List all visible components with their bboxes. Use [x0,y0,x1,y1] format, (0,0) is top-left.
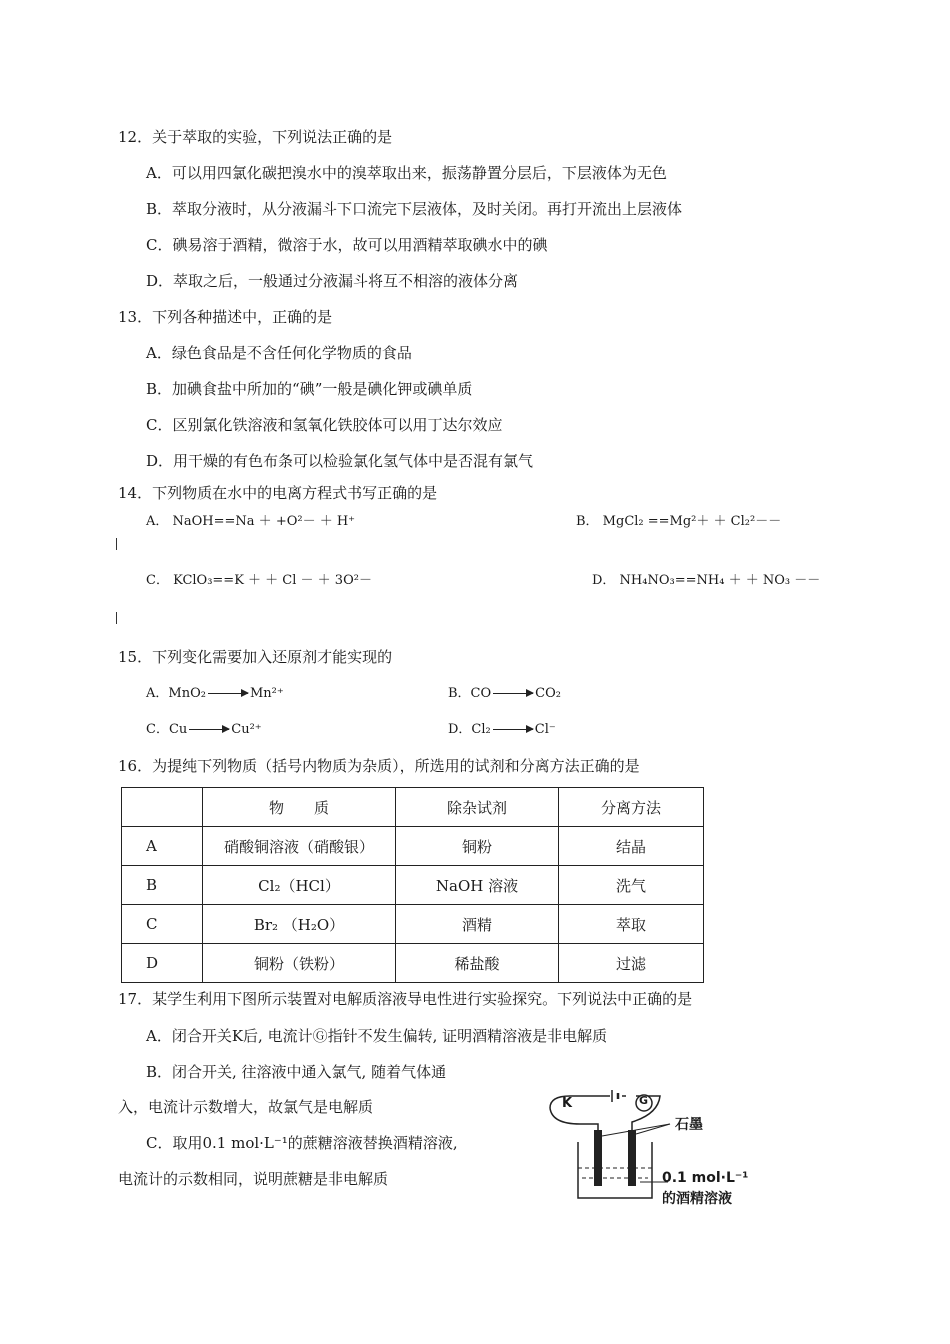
q14-option-c: C． KClO₃==K ＋ ＋ Cl － ＋ 3O²－ [146,573,372,588]
q12-option-a: A．可以用四氯化碳把溴水中的溴萃取出来，振荡静置分层后，下层液体为无色 [146,164,667,182]
table-cell: 铜粉（铁粉） [203,944,396,983]
q14-option-a: A． NaOH==Na ＋ +O²－ ＋ H⁺ [146,514,356,529]
conductivity-apparatus-figure [540,1090,760,1210]
q13-option-a: A．绿色食品是不含任何化学物质的食品 [146,344,412,362]
table-cell: 硝酸铜溶液（硝酸银） [203,827,396,866]
q17-stem: 17．某学生利用下图所示装置对电解质溶液导电性进行实验探究。下列说法中正确的是 [118,990,693,1008]
table-header-cell [122,788,203,827]
q16-stem: 16．为提纯下列物质（括号内物质为杂质），所选用的试剂和分离方法正确的是 [118,757,640,775]
table-cell: Br₂ （H₂O） [203,905,396,944]
q15-option-b [448,684,561,704]
table-cell: D [122,944,203,983]
q15-stem: 15．下列变化需要加入还原剂才能实现的 [118,648,393,666]
table-row [122,905,704,944]
table-cell: NaOH 溶液 [396,866,559,905]
q15-a-reactant: A．MnO₂ [146,686,206,701]
table-cell: 酒精 [396,905,559,944]
q15-d-reactant: D．Cl₂ [448,722,491,737]
q17-option-b-line2: 入，电流计示数增大，故氯气是电解质 [118,1098,374,1116]
purification-table [121,787,704,983]
table-cell: 过滤 [559,944,704,983]
table-row [122,866,704,905]
q15-a-product: Mn²⁺ [249,686,284,701]
q12-option-c: C．碘易溶于酒精，微溶于水，故可以用酒精萃取碘水中的碘 [146,236,548,254]
table-cell: C [122,905,203,944]
reaction-arrow-icon [208,693,248,694]
table-header-row [122,788,704,827]
q15-option-a [146,684,284,704]
table-cell: 铜粉 [396,827,559,866]
table-cell: 萃取 [559,905,704,944]
q12-option-b: B．萃取分液时，从分液漏斗下口流完下层液体，及时关闭。再打开流出上层液体 [146,200,683,218]
q13-option-d: D．用干燥的有色布条可以检验氯化氢气体中是否混有氯气 [146,452,534,470]
q15-c-product: Cu²⁺ [231,722,262,737]
q15-option-d [448,720,556,740]
q13-option-c: C．区别氯化铁溶液和氢氧化铁胶体可以用丁达尔效应 [146,416,503,434]
table-header-cell: 物 质 [203,788,396,827]
table-row [122,944,704,983]
q14-option-b: B． MgCl₂ ==Mg²＋ ＋ Cl₂²－－ [576,514,782,529]
table-cell: 结晶 [559,827,704,866]
q15-b-reactant: B．CO [448,686,492,701]
q15-c-reactant: C．Cu [146,722,188,737]
q17-option-b-line1: B．闭合开关, 往溶液中通入氯气, 随着气体通 [146,1063,447,1081]
table-cell: 稀盐酸 [396,944,559,983]
table-cell: Cl₂（HCl） [203,866,396,905]
galvanometer-label: G [639,1094,649,1107]
q17-option-a: A．闭合开关K后, 电流计Ⓖ指针不发生偏转, 证明酒精溶液是非电解质 [146,1027,608,1045]
text-cursor-mark [116,612,117,624]
q14-option-d: D． NH₄NO₃==NH₄ ＋ ＋ NO₃ －－ [592,573,821,588]
q13-option-b: B．加碘食盐中所加的“碘”一般是碘化钾或碘单质 [146,380,473,398]
table-header-cell: 除杂试剂 [396,788,559,827]
q17-option-c-line1: C．取用0.1 mol·L⁻¹的蔗糖溶液替换酒精溶液, [146,1134,458,1152]
q17-option-c-line2: 电流计的示数相同，说明蔗糖是非电解质 [118,1170,389,1188]
q15-b-product: CO₂ [535,686,561,701]
table-header-cell: 分离方法 [559,788,704,827]
switch-k-label: K [562,1096,573,1111]
q15-d-product: Cl⁻ [534,722,556,737]
text-cursor-mark [116,538,117,550]
solution-name-label: 的酒精溶液 [662,1191,732,1207]
q12-stem: 12．关于萃取的实验，下列说法正确的是 [118,128,393,146]
table-cell: 洗气 [559,866,704,905]
graphite-label: 石墨 [675,1117,703,1133]
table-cell: A [122,827,203,866]
reaction-arrow-icon [189,729,229,730]
q15-option-c [146,720,262,740]
q13-stem: 13．下列各种描述中，正确的是 [118,308,333,326]
table-row [122,827,704,866]
table-cell: B [122,866,203,905]
q12-option-d: D．萃取之后，一般通过分液漏斗将互不相溶的液体分离 [146,272,519,290]
reaction-arrow-icon [493,729,533,730]
solution-concentration-label: 0.1 mol·L⁻¹ [662,1170,749,1186]
q14-stem: 14．下列物质在水中的电离方程式书写正确的是 [118,484,438,502]
reaction-arrow-icon [493,693,533,694]
